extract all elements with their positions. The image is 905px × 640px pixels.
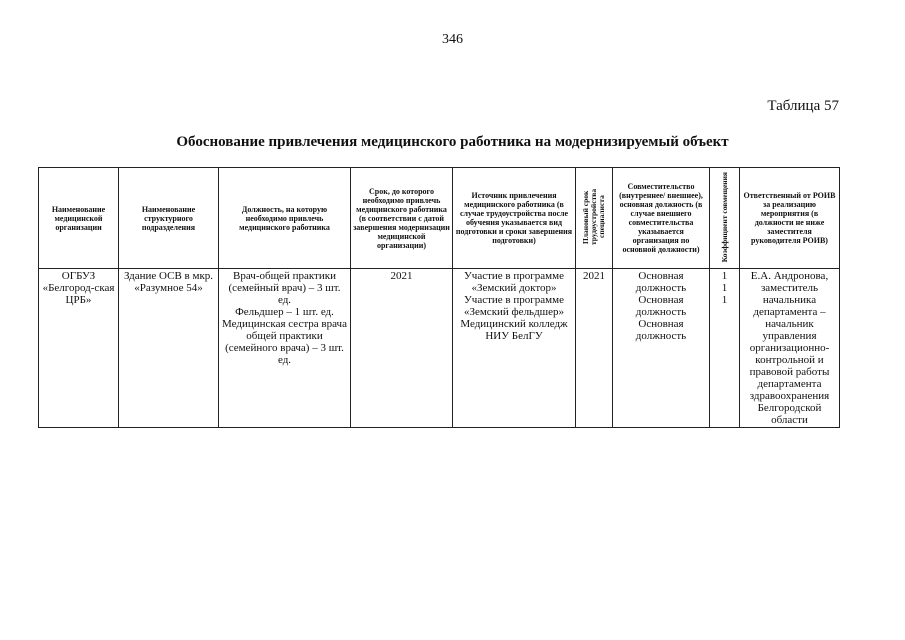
cell-coefficients [710, 269, 740, 428]
cell-responsible: Е.А. Андронова, заместитель начальника департамента – начальник управления организационно-контрольной и правовой работы департамента здравоохранения Белгородской области [740, 269, 840, 428]
header-division: Наименование структурного подразделения [119, 168, 219, 269]
combination-item: Основная должность [635, 294, 687, 318]
header-deadline: Срок, до которого необходимо привлечь медицинского работника (в соответствии с датой завершения модернизации медицинской организации) [351, 168, 453, 269]
header-planned-text: Плановый срок трудоустройства специалиста [581, 188, 606, 246]
source-item: Участие в программе «Земский доктор» [464, 270, 564, 294]
header-combination: Совместительство (внутреннее/ внешнее), основная должность (в случае внешнего совместительства указывается организация по основной должности) [613, 168, 710, 269]
header-row [39, 168, 840, 269]
coefficient-item: 1 [721, 282, 728, 294]
page-number: 346 [442, 32, 463, 47]
source-item: Медицинский колледж НИУ БелГУ [460, 318, 568, 342]
coefficient-item: 1 [721, 294, 728, 306]
combination-item: Основная должность [635, 270, 687, 294]
cell-sources [453, 269, 576, 428]
cell-division: Здание ОСВ в мкр. «Разумное 54» [119, 269, 219, 428]
position-item: Медицинская сестра врача общей практики (семейного врача) – 3 шт. ед. [222, 318, 347, 366]
table-row [39, 269, 840, 428]
cell-planned: 2021 [576, 269, 613, 428]
staffing-table [38, 167, 840, 428]
source-item: Участие в программе «Земский фельдшер» [463, 294, 565, 318]
header-source: Источник привлечения медицинского работника (в случае трудоустройства после обучения указывается вид подготовки и сроки завершения подготовки) [453, 168, 576, 269]
header-coefficient [710, 168, 740, 269]
position-item: Фельдшер – 1 шт. ед. [235, 306, 334, 318]
header-coefficient-text: Коэффициент совмещения [719, 171, 729, 263]
combination-item: Основная должность [635, 318, 687, 342]
cell-positions [219, 269, 351, 428]
page-title: Обоснование привлечения медицинского работника на модернизируемый объект [176, 134, 729, 150]
cell-org: ОГБУЗ «Белгород-ская ЦРБ» [39, 269, 119, 428]
cell-deadline: 2021 [351, 269, 453, 428]
header-planned [576, 168, 613, 269]
coefficient-item: 1 [721, 270, 728, 282]
header-org: Наименование медицинской организации [39, 168, 119, 269]
table-label: Таблица 57 [767, 98, 839, 114]
header-responsible: Ответственный от РОИВ за реализацию мероприятия (в должности не ниже заместителя руководителя РОИВ) [740, 168, 840, 269]
cell-combinations [613, 269, 710, 428]
header-position: Должность, на которую необходимо привлечь медицинского работника [219, 168, 351, 269]
position-item: Врач-общей практики (семейный врач) – 3 шт. ед. [228, 270, 341, 306]
